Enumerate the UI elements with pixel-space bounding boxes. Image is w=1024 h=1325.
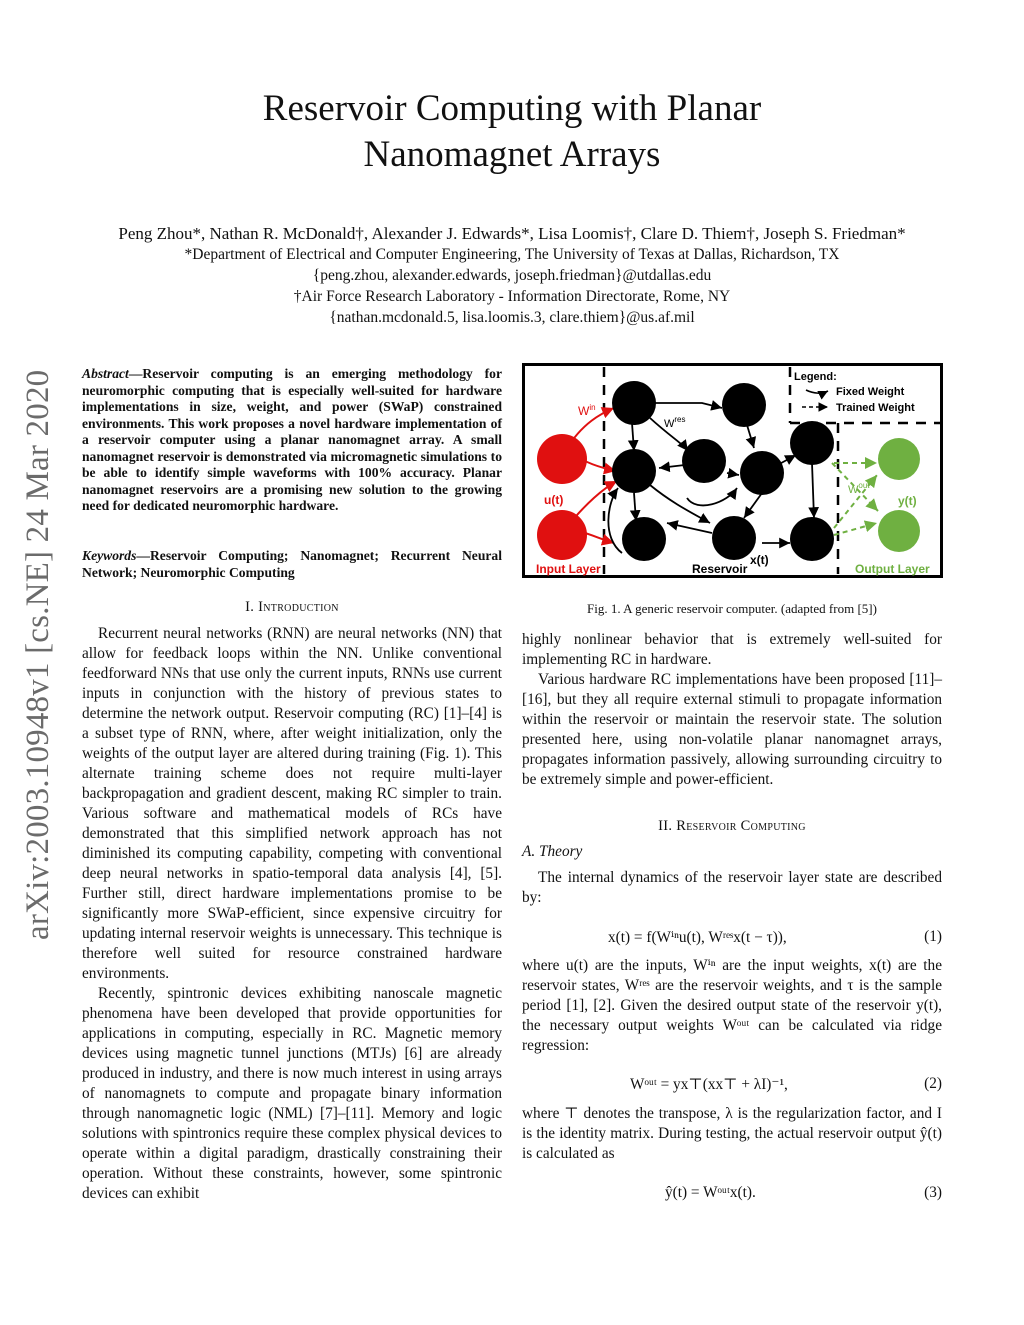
input-node: [537, 510, 587, 560]
label-input-layer: Input Layer: [536, 562, 601, 576]
reservoir-node: [722, 383, 766, 427]
theory-paragraph-3: where ⊤ denotes the transpose, λ is the regularization factor, and I is the identity matrix. During testing, the actual reservoir output ŷ(t) is calculated as: [522, 1105, 942, 1162]
affiliation-2: †Air Force Research Laboratory - Information Directorate, Rome, NY: [293, 288, 731, 305]
theory-paragraph-2: where u(t) are the inputs, Wⁱⁿ are the input weights, x(t) are the reservoir states, Wʳᵉˢ are the reservoir weights, and τ is the sample period [1], [2]. Given the desired output state of the reservoir y(t), the necessary output weights Wᵒᵘᵗ can be calculated via ridge regression:: [522, 957, 942, 1054]
section-heading-reservoir-computing: II. Reservoir Computing: [658, 818, 806, 834]
abstract: [82, 366, 502, 515]
right-paragraph-2: Various hardware RC implementations have been proposed [11]–[16], but they all require external stimuli to propagate information within the reservoir or maintain the reservoir state. The solution presented here, using non-volatile planar nanomagnet arrays, propagates information passively, allowing surrounding circuitry to be extremely simple and power-efficient.: [522, 671, 942, 788]
reservoir-node: [612, 381, 656, 425]
legend-title: Legend:: [794, 371, 837, 383]
author-list: Peng Zhou*, Nathan R. McDonald†, Alexander J. Edwards*, Lisa Loomis†, Clare D. Thiem†, Joseph S. Friedman*: [118, 224, 906, 243]
intro-paragraph-2: Recently, spintronic devices exhibiting nanoscale magnetic phenomena have been developed that provide opportunities for applications in computing, especially in RC. Magnetic memory devices using magnetic tunnel junctions (MTJs) [6] are already produced in industry, and there is now much interest in using arrays of nanomagnets to compute and propagate binary information through nanomagnetic logic (NML) [7]–[11]. Memory and logic solutions with spintronics require these complex physical devices to operate within a digital paradigm, drastically constraining their operation. Without these constraints, however, some spintronic devices can exhibit: [82, 985, 502, 1202]
equation-1-number: (1): [924, 928, 942, 945]
equation-3-number: (3): [924, 1184, 942, 1201]
title-line-2: Nanomagnet Arrays: [363, 134, 661, 175]
legend-fixed: Fixed Weight: [836, 386, 905, 398]
reservoir-node: [790, 517, 834, 561]
reservoir-node: [612, 449, 656, 493]
label-win: $W^{in}$: [578, 403, 596, 418]
label-x: x(t): [750, 553, 769, 567]
label-wres: $W^{res}$: [664, 415, 686, 430]
equation-1: x(t) = f(Wⁱⁿu(t), Wʳᵉˢx(t − τ)),: [608, 929, 787, 946]
label-reservoir: Reservoir: [692, 562, 748, 576]
affiliation-2-email: {nathan.mcdonald.5, lisa.loomis.3, clare.thiem}@us.af.mil: [329, 309, 695, 326]
title-line-1: Reservoir Computing with Planar: [262, 88, 762, 129]
label-u: u(t): [544, 493, 564, 507]
figure-1: [522, 363, 943, 578]
reservoir-node: [740, 451, 784, 495]
keywords-label: Keywords: [82, 548, 137, 563]
output-node: [878, 510, 920, 552]
intro-paragraph-1: Recurrent neural networks (RNN) are neural networks (NN) that allow for feedback loops within the NN. Unlike conventional feedforward NNs that use only the current inputs, RNNs use current inputs in conjunction with the history of previous states to determine the network output. Reservoir computing (RC) [1]–[4] is a subset type of RNN, where, after weight initialization, only the weights of the output layer are altered during training (Fig. 1). This alternate training scheme does not require multi-layer backpropagation and gradient descent, making RC simpler to train. Various software and mathematical models of RCs have demonstrated that this simplified network approach has not diminished its computing capability, competing with conventional deep neural networks in spatio-temporal data analysis [4], [5]. Further still, direct hardware implementations promise to be significantly more SWaP-efficient, since expensive circuitry for updating internal reservoir weights is unnecessary. This technique is therefore well suited for resource constrained hardware environments.: [82, 625, 502, 982]
reservoir-node: [682, 439, 726, 483]
reservoir-node: [622, 517, 666, 561]
reservoir-diagram: [522, 363, 943, 578]
equation-3: ŷ(t) = Wᵒᵘᵗx(t).: [665, 1184, 756, 1201]
keywords: [82, 548, 502, 581]
input-node: [537, 434, 587, 484]
abstract-label: Abstract: [82, 366, 129, 381]
reservoir-node: [790, 421, 834, 465]
affiliation-1: *Department of Electrical and Computer Engineering, The University of Texas at Dallas, Richardson, TX: [184, 246, 840, 263]
paper-title: [0, 86, 1024, 178]
label-y: y(t): [898, 494, 917, 508]
output-node: [878, 438, 920, 480]
intro-body: [82, 624, 502, 1204]
abstract-text: —Reservoir computing is an emerging methodology for neuromorphic computing that is especially well-suited for hardware implementations in size, weight, and power (SWaP) constrained environments. This work proposes a novel hardware implementation of a reservoir computer using a planar nanomagnet array. A small nanomagnet reservoir is demonstrated via micromagnetic simulations to be able to identify simple waveforms with 100% accuracy. Planar nanomagnet reservoirs are a promising new solution to the growing need for dedicated neuromorphic hardware.: [82, 366, 502, 513]
legend-trained: Trained Weight: [836, 402, 915, 414]
section-heading-introduction: I. Introduction: [245, 599, 339, 615]
right-column-top: [522, 630, 942, 790]
affiliation-1-email: {peng.zhou, alexander.edwards, joseph.friedman}@utdallas.edu: [312, 267, 712, 284]
subsection-theory: A. Theory: [522, 843, 583, 860]
label-output-layer: Output Layer: [855, 562, 930, 576]
figure-caption: Fig. 1. A generic reservoir computer. (adapted from [5]): [587, 601, 877, 616]
label-wout: $W^{out}$: [848, 481, 870, 496]
equation-2-number: (2): [924, 1075, 942, 1092]
keywords-text: —Reservoir Computing; Nanomagnet; Recurrent Neural Network; Neuromorphic Computing: [82, 548, 502, 580]
arxiv-stamp: arXiv:2003.10948v1 [cs.NE] 24 Mar 2020: [20, 369, 56, 940]
right-paragraph-1: highly nonlinear behavior that is extremely well-suited for implementing RC in hardware.: [522, 631, 942, 668]
theory-paragraph-1: The internal dynamics of the reservoir layer state are described by:: [522, 869, 942, 906]
equation-2: Wᵒᵘᵗ = yx⊤(xx⊤ + λI)⁻¹,: [630, 1076, 788, 1093]
